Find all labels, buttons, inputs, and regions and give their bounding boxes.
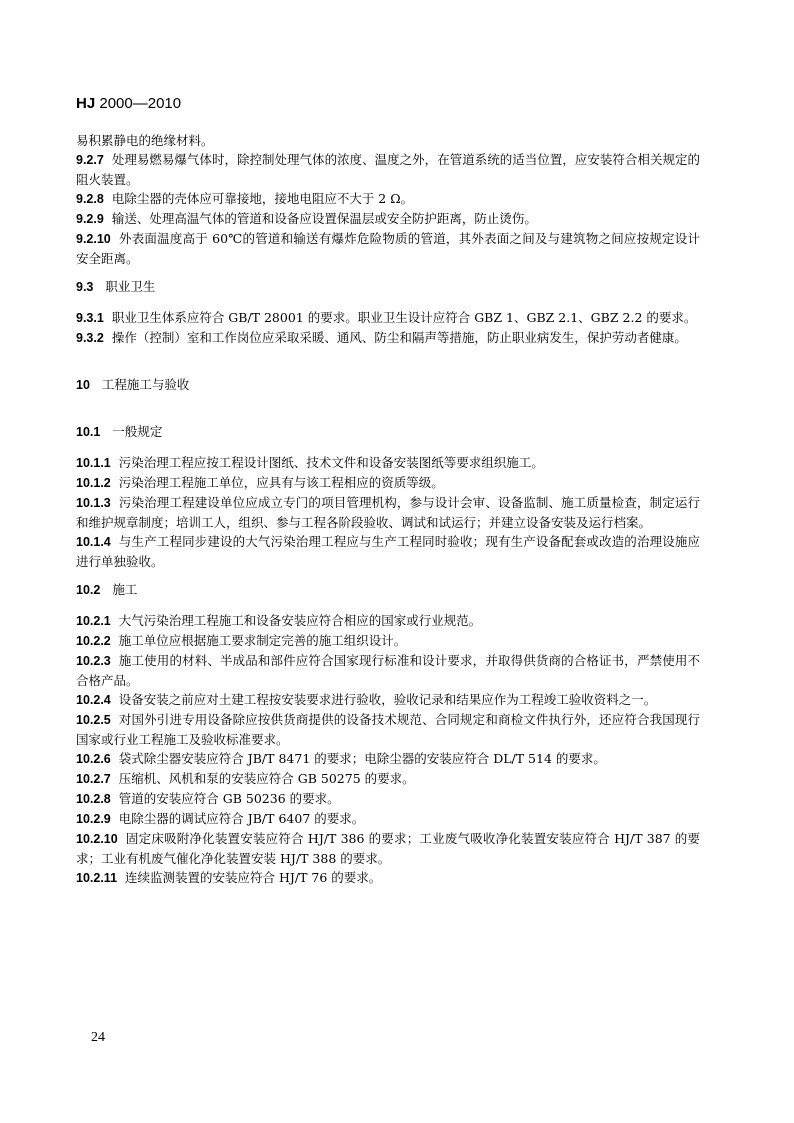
- clause-text: 连续监测装置的安装应符合 HJ/T 76 的要求。: [125, 870, 382, 885]
- clause-text: 施工单位应根据施工要求制定完善的施工组织设计。: [118, 633, 407, 648]
- document-header: [76, 95, 181, 112]
- clause-text: 施工使用的材料、半成品和部件应符合国家现行标准和设计要求，并取得供货商的合格证书，严禁使用不合格产品。: [76, 653, 700, 688]
- clause-text: 职业卫生体系应符合 GB/T 28001 的要求。职业卫生设计应符合 GBZ 1、GBZ 2.1、GBZ 2.2 的要求。: [111, 310, 697, 325]
- spacer: [76, 600, 700, 611]
- clause-paragraph: [76, 710, 700, 749]
- clause-text: 污染治理工程应按工程设计图纸、技术文件和设备安装图纸等要求组织施工。: [118, 455, 544, 470]
- clause-text: 电除尘器的调试应符合 JB/T 6407 的要求。: [118, 811, 365, 826]
- page-number: 24: [91, 1030, 105, 1045]
- spacer: [76, 571, 700, 580]
- section-heading: [76, 375, 700, 395]
- clause-number: 10.2.10: [76, 832, 118, 846]
- clause-paragraph: [76, 631, 700, 651]
- clause-number: 10.1.1: [76, 456, 111, 470]
- clause-number: 10.2.3: [76, 654, 111, 668]
- clause-number: 10.1.2: [76, 476, 111, 490]
- clause-number: 9.3.2: [76, 331, 104, 345]
- standard-code: HJ: [76, 95, 96, 112]
- clause-number: 10.2.1: [76, 614, 111, 628]
- section-heading: [76, 422, 700, 442]
- clause-paragraph: [76, 328, 700, 348]
- document-body: [76, 131, 700, 888]
- clause-text: 电除尘器的壳体应可靠接地，接地电阻应不大于 2 Ω。: [111, 191, 414, 206]
- clause-paragraph: [76, 473, 700, 493]
- clause-paragraph: [76, 308, 700, 328]
- clause-text: 操作（控制）室和工作岗位应采取采暖、通风、防尘和隔声等措施，防止职业病发生，保护劳动者健康。: [111, 330, 687, 345]
- section-heading: [76, 277, 700, 297]
- clause-paragraph: [76, 651, 700, 690]
- clause-text: 外表面温度高于 60℃的管道和输送有爆炸危险物质的管道，其外表面之间及与建筑物之间应按规定设计安全距离。: [76, 231, 700, 266]
- clause-number: 10.1.4: [76, 535, 111, 549]
- clause-text: 压缩机、风机和泵的安装应符合 GB 50275 的要求。: [118, 771, 415, 786]
- clause-text: 对国外引进专用设备除应按供货商提供的设备技术规范、合同规定和商检文件执行外，还应符合我国现行国家或行业工程施工及验收标准要求。: [76, 712, 700, 747]
- standard-number: 2000—2010: [99, 95, 182, 112]
- clause-paragraph: [76, 532, 700, 571]
- clause-number: 10.2.4: [76, 693, 111, 707]
- clause-paragraph: [76, 229, 700, 268]
- clause-number: 9.2.7: [76, 153, 104, 167]
- clause-text: 与生产工程同步建设的大气污染治理工程应与生产工程同时验收；现有生产设备配套或改造的治理设施应进行单独验收。: [76, 534, 700, 569]
- clause-text: 易积累静电的绝缘材料。: [76, 133, 214, 148]
- section-title: 职业卫生: [105, 279, 156, 294]
- clause-text: 输送、处理高温气体的管道和设备应设置保温层或安全防护距离，防止烫伤。: [111, 211, 537, 226]
- section-title: 施工: [112, 582, 138, 597]
- clause-paragraph: [76, 453, 700, 473]
- clause-text: 固定床吸附净化装置安装应符合 HJ/T 386 的要求；工业废气吸收净化装置安装应符合 HJ/T 387 的要求；工业有机废气催化净化装置安装 HJ/T 388 的要求。: [76, 831, 700, 866]
- spacer: [76, 348, 700, 375]
- clause-paragraph: [76, 611, 700, 631]
- clause-text: 污染治理工程建设单位应成立专门的项目管理机构，参与设计会审、设备监制、施工质量检查，制定运行和维护规章制度；培训工人，组织、参与工程各阶段验收、调试和试运行；并建立设备安装及运行档案。: [76, 495, 700, 530]
- section-heading: [76, 580, 700, 600]
- clause-paragraph: [76, 131, 700, 150]
- clause-text: 污染治理工程施工单位，应具有与该工程相应的资质等级。: [118, 475, 444, 490]
- clause-number: 10.2.9: [76, 812, 111, 826]
- clause-text: 袋式除尘器安装应符合 JB/T 8471 的要求；电除尘器的安装应符合 DL/T 514 的要求。: [118, 751, 606, 766]
- section-title: 工程施工与验收: [101, 377, 190, 392]
- clause-paragraph: [76, 868, 700, 888]
- spacer: [76, 268, 700, 277]
- clause-number: 10.2.6: [76, 752, 111, 766]
- clause-number: 10.2.11: [76, 871, 118, 885]
- clause-paragraph: [76, 189, 700, 209]
- clause-number: 9.2.8: [76, 192, 104, 206]
- clause-paragraph: [76, 493, 700, 532]
- clause-text: 设备安装之前应对土建工程按安装要求进行验收，验收记录和结果应作为工程竣工验收资料之一。: [118, 692, 657, 707]
- clause-number: 10.2: [76, 583, 101, 597]
- clause-number: 9.2.9: [76, 212, 104, 226]
- clause-paragraph: [76, 749, 700, 769]
- section-title: 一般规定: [112, 424, 163, 439]
- clause-paragraph: [76, 690, 700, 710]
- clause-number: 10.1.3: [76, 496, 111, 510]
- clause-number: 10.2.8: [76, 792, 111, 806]
- clause-number: 10: [76, 378, 90, 392]
- spacer: [76, 395, 700, 422]
- clause-number: 10.2.7: [76, 772, 111, 786]
- clause-paragraph: [76, 809, 700, 829]
- clause-paragraph: [76, 769, 700, 789]
- clause-number: 10.2.5: [76, 713, 111, 727]
- clause-number: 9.2.10: [76, 232, 111, 246]
- clause-number: 10.2.2: [76, 634, 111, 648]
- clause-paragraph: [76, 829, 700, 868]
- clause-paragraph: [76, 209, 700, 229]
- spacer: [76, 442, 700, 453]
- clause-number: 10.1: [76, 425, 101, 439]
- clause-paragraph: [76, 150, 700, 189]
- spacer: [76, 297, 700, 308]
- clause-number: 9.3.1: [76, 311, 104, 325]
- clause-text: 管道的安装应符合 GB 50236 的要求。: [118, 791, 340, 806]
- clause-paragraph: [76, 789, 700, 809]
- clause-text: 处理易燃易爆气体时，除控制处理气体的浓度、温度之外，在管道系统的适当位置，应安装符合相关规定的阻火装置。: [76, 152, 700, 187]
- clause-number: 9.3: [76, 280, 94, 294]
- clause-text: 大气污染治理工程施工和设备安装应符合相应的国家或行业规范。: [118, 613, 482, 628]
